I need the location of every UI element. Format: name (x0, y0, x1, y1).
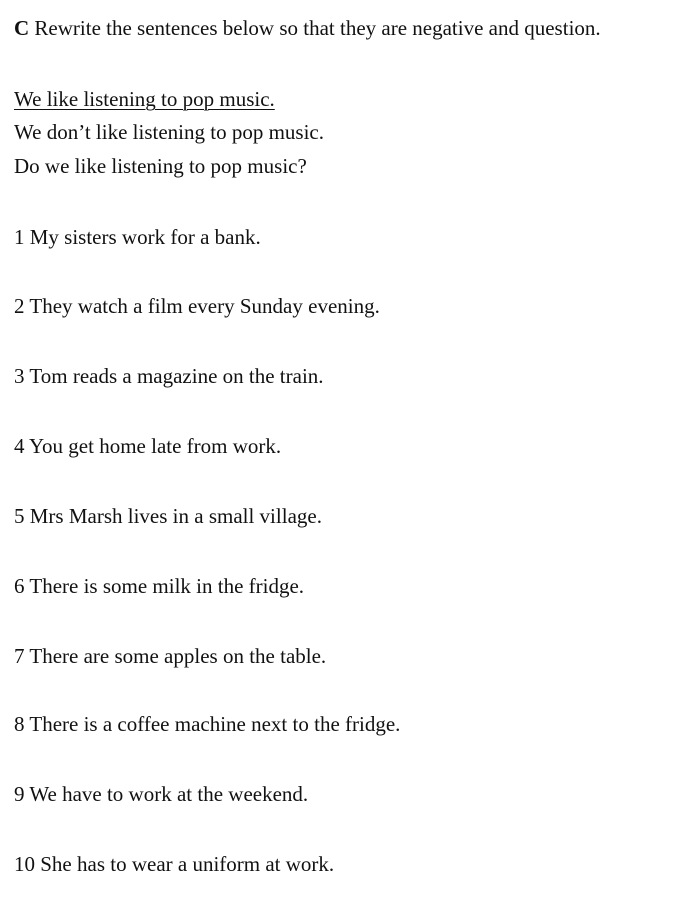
item-sentence: Tom reads a magazine on the train. (29, 364, 324, 388)
exercise-letter: C (14, 16, 30, 40)
item-sentence: There is a coffee machine next to the fridge. (29, 712, 401, 736)
example-negative: We don’t like listening to pop music. (14, 120, 324, 144)
item-number: 3 (14, 364, 25, 388)
example-question: Do we like listening to pop music? (14, 154, 307, 178)
exercise-item (14, 852, 334, 876)
item-sentence: She has to wear a uniform at work. (40, 852, 335, 876)
item-sentence: They watch a film every Sunday evening. (29, 294, 380, 318)
item-number: 5 (14, 504, 25, 528)
item-sentence: My sisters work for a bank. (29, 225, 261, 249)
item-number: 7 (14, 644, 25, 668)
item-number: 4 (14, 434, 25, 458)
exercise-item (14, 364, 324, 388)
item-number: 2 (14, 294, 25, 318)
item-sentence: Mrs Marsh lives in a small village. (29, 504, 322, 528)
exercise-item (14, 574, 304, 598)
exercise-item (14, 712, 400, 736)
item-sentence: There is some milk in the fridge. (29, 574, 305, 598)
exercise-item (14, 225, 261, 249)
item-sentence: We have to work at the weekend. (29, 782, 309, 806)
exercise-item (14, 434, 281, 458)
item-number: 8 (14, 712, 25, 736)
item-number: 10 (14, 852, 35, 876)
exercise-item (14, 504, 322, 528)
item-number: 1 (14, 225, 25, 249)
item-number: 9 (14, 782, 25, 806)
item-number: 6 (14, 574, 25, 598)
exercise-instruction: Rewrite the sentences below so that they are negative and question. (34, 16, 601, 40)
item-sentence: You get home late from work. (28, 434, 282, 458)
item-sentence: There are some apples on the table. (29, 644, 327, 668)
exercise-item (14, 644, 326, 668)
exercise-heading (14, 16, 601, 40)
example-original: We like listening to pop music. (14, 87, 275, 111)
exercise-item (14, 782, 308, 806)
exercise-item (14, 294, 380, 318)
